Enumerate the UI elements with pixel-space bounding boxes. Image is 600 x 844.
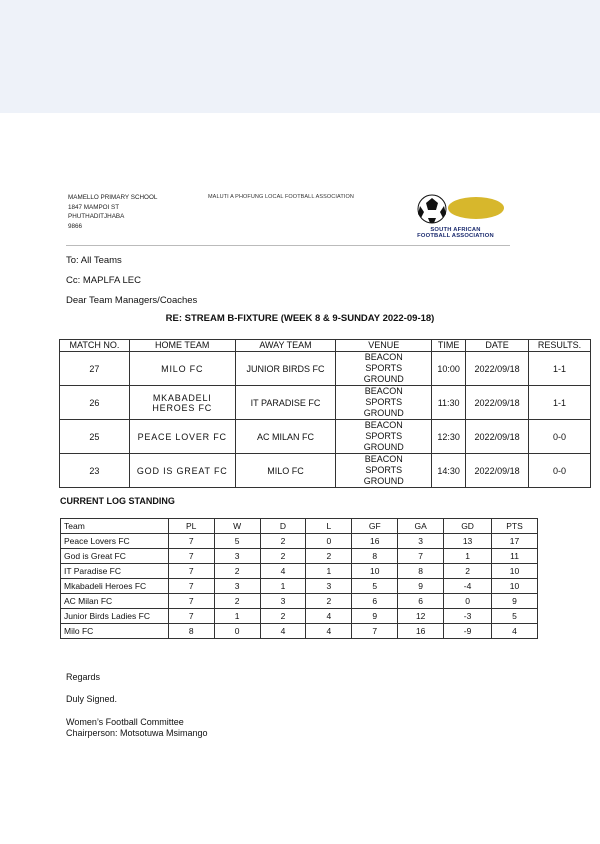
venue	[336, 352, 432, 386]
match-number: 23	[60, 454, 130, 488]
away-team: IT PARADISE FC	[235, 386, 336, 420]
log-w: 2	[214, 564, 260, 579]
match-time: 14:30	[432, 454, 466, 488]
match-date: 2022/09/18	[466, 420, 529, 454]
log-gf: 6	[352, 594, 398, 609]
log-gf: 10	[352, 564, 398, 579]
regards-line: Regards	[66, 672, 101, 682]
log-header-ga: GA	[398, 519, 444, 534]
log-header-pts: PTS	[492, 519, 538, 534]
log-gf: 8	[352, 549, 398, 564]
away-team: JUNIOR BIRDS FC	[235, 352, 336, 386]
log-team: God is Great FC	[61, 549, 169, 564]
log-d: 2	[260, 609, 306, 624]
log-d: 4	[260, 624, 306, 639]
log-l: 4	[306, 624, 352, 639]
log-l: 4	[306, 609, 352, 624]
log-w: 5	[214, 534, 260, 549]
log-pts: 10	[492, 564, 538, 579]
venue-line: BEACON	[364, 386, 403, 396]
match-result: 1-1	[529, 386, 591, 420]
log-gd: 13	[444, 534, 492, 549]
logo-caption	[398, 227, 513, 240]
log-gf: 16	[352, 534, 398, 549]
log-ga: 6	[398, 594, 444, 609]
log-w: 2	[214, 594, 260, 609]
log-w: 3	[214, 549, 260, 564]
header-venue: VENUE	[336, 340, 432, 352]
log-gd: -3	[444, 609, 492, 624]
school-town: PHUTHADITJHABA	[68, 213, 125, 220]
logo-caption-line2: FOOTBALL ASSOCIATION	[417, 233, 494, 240]
school-code: 9866	[68, 222, 83, 230]
away-team: MILO FC	[235, 454, 336, 488]
header-match-no: MATCH NO.	[60, 340, 130, 352]
log-row	[61, 564, 538, 579]
school-name: MAMELLO PRIMARY SCHOOL	[68, 194, 158, 201]
log-pts: 17	[492, 534, 538, 549]
match-date: 2022/09/18	[466, 352, 529, 386]
log-pl: 7	[168, 534, 214, 549]
header-results: RESULTS.	[529, 340, 591, 352]
log-gd: 0	[444, 594, 492, 609]
log-pl: 7	[168, 564, 214, 579]
venue-line: GROUND	[363, 374, 404, 384]
fixture-row	[60, 454, 591, 488]
log-gf: 7	[352, 624, 398, 639]
log-header-d: D	[260, 519, 306, 534]
match-date: 2022/09/18	[466, 386, 529, 420]
away-team: AC MILAN FC	[235, 420, 336, 454]
venue	[336, 420, 432, 454]
log-d: 4	[260, 564, 306, 579]
log-row	[61, 609, 538, 624]
log-ga: 3	[398, 534, 444, 549]
home-team: GOD IS GREAT FC	[129, 454, 235, 488]
cc-line: Cc: MAPLFA LEC	[66, 275, 141, 286]
fixtures-header-row	[60, 340, 591, 352]
log-d: 1	[260, 579, 306, 594]
committee-line: Women’s Football Committee	[66, 717, 184, 727]
log-gd: -4	[444, 579, 492, 594]
log-w: 0	[214, 624, 260, 639]
log-team: Mkabadeli Heroes FC	[61, 579, 169, 594]
letterhead-divider	[66, 245, 510, 246]
fixture-row	[60, 352, 591, 386]
log-header-l: L	[306, 519, 352, 534]
logo-caption-line1: SOUTH AFRICAN	[430, 227, 481, 233]
header-home-team: HOME TEAM	[129, 340, 235, 352]
fixtures-table	[59, 339, 591, 488]
venue	[336, 386, 432, 420]
log-header-w: W	[214, 519, 260, 534]
log-header-gf: GF	[352, 519, 398, 534]
log-pts: 11	[492, 549, 538, 564]
log-team: Peace Lovers FC	[61, 534, 169, 549]
match-time: 12:30	[432, 420, 466, 454]
log-gd: -9	[444, 624, 492, 639]
header-time: TIME	[432, 340, 466, 352]
fixture-row	[60, 420, 591, 454]
log-row	[61, 594, 538, 609]
venue	[336, 454, 432, 488]
log-d: 2	[260, 534, 306, 549]
log-gf: 9	[352, 609, 398, 624]
match-date: 2022/09/18	[466, 454, 529, 488]
log-pl: 7	[168, 594, 214, 609]
home-team: MKABADELI HEROES FC	[129, 386, 235, 420]
venue-line: SPORTS	[365, 363, 403, 373]
logo-map-shape	[448, 197, 504, 219]
log-gd: 2	[444, 564, 492, 579]
log-gd: 1	[444, 549, 492, 564]
header-away-team: AWAY TEAM	[235, 340, 336, 352]
log-ga: 8	[398, 564, 444, 579]
home-team: MILO FC	[129, 352, 235, 386]
match-time: 11:30	[432, 386, 466, 420]
letter-page	[0, 113, 600, 844]
log-pl: 8	[168, 624, 214, 639]
match-result: 0-0	[529, 454, 591, 488]
header-date: DATE	[466, 340, 529, 352]
log-header-pl: PL	[168, 519, 214, 534]
log-row	[61, 534, 538, 549]
log-l: 2	[306, 549, 352, 564]
match-result: 1-1	[529, 352, 591, 386]
venue-line: BEACON	[364, 352, 403, 362]
association-name: MALUTI A PHOFUNG LOCAL FOOTBALL ASSOCIATION	[208, 194, 354, 200]
match-number: 25	[60, 420, 130, 454]
salutation-line: Dear Team Managers/Coaches	[66, 295, 198, 306]
home-team: PEACE LOVER FC	[129, 420, 235, 454]
log-ga: 12	[398, 609, 444, 624]
log-team: IT Paradise FC	[61, 564, 169, 579]
log-w: 3	[214, 579, 260, 594]
chairperson-line: Chairperson: Motsotuwa Msimango	[66, 728, 208, 738]
log-team: Milo FC	[61, 624, 169, 639]
log-l: 2	[306, 594, 352, 609]
subject-heading: RE: STREAM B-FIXTURE (WEEK 8 & 9-SUNDAY 2022-09-18)	[165, 313, 435, 324]
log-pts: 4	[492, 624, 538, 639]
log-l: 3	[306, 579, 352, 594]
log-d: 3	[260, 594, 306, 609]
log-pts: 10	[492, 579, 538, 594]
log-header-team: Team	[61, 519, 169, 534]
log-header-row	[61, 519, 538, 534]
log-l: 0	[306, 534, 352, 549]
log-l: 1	[306, 564, 352, 579]
school-street: 1847 MAMPOI ST	[68, 203, 120, 211]
match-number: 27	[60, 352, 130, 386]
log-ga: 16	[398, 624, 444, 639]
log-d: 2	[260, 549, 306, 564]
log-pts: 9	[492, 594, 538, 609]
match-result: 0-0	[529, 420, 591, 454]
log-w: 1	[214, 609, 260, 624]
log-pl: 7	[168, 579, 214, 594]
log-row	[61, 579, 538, 594]
venue-line: GROUND	[363, 408, 404, 418]
log-ga: 9	[398, 579, 444, 594]
fixture-row	[60, 386, 591, 420]
log-pl: 7	[168, 549, 214, 564]
venue-line: SPORTS	[365, 397, 403, 407]
log-standing-table	[60, 518, 538, 639]
log-row	[61, 549, 538, 564]
match-time: 10:00	[432, 352, 466, 386]
log-row	[61, 624, 538, 639]
log-team: Junior Birds Ladies FC	[61, 609, 169, 624]
school-address	[68, 193, 157, 231]
log-standing-heading: CURRENT LOG STANDING	[60, 496, 175, 506]
log-gf: 5	[352, 579, 398, 594]
log-pl: 7	[168, 609, 214, 624]
venue-line: SPORTS	[365, 431, 403, 441]
venue-line: BEACON	[364, 420, 403, 430]
log-header-gd: GD	[444, 519, 492, 534]
top-background-band	[0, 0, 600, 113]
log-team: AC Milan FC	[61, 594, 169, 609]
signed-line: Duly Signed.	[66, 694, 118, 704]
venue-line: BEACON	[364, 454, 403, 464]
venue-line: GROUND	[363, 476, 404, 486]
log-pts: 5	[492, 609, 538, 624]
log-ga: 7	[398, 549, 444, 564]
to-line: To: All Teams	[66, 255, 122, 266]
venue-line: SPORTS	[365, 465, 403, 475]
venue-line: GROUND	[363, 442, 404, 452]
match-number: 26	[60, 386, 130, 420]
